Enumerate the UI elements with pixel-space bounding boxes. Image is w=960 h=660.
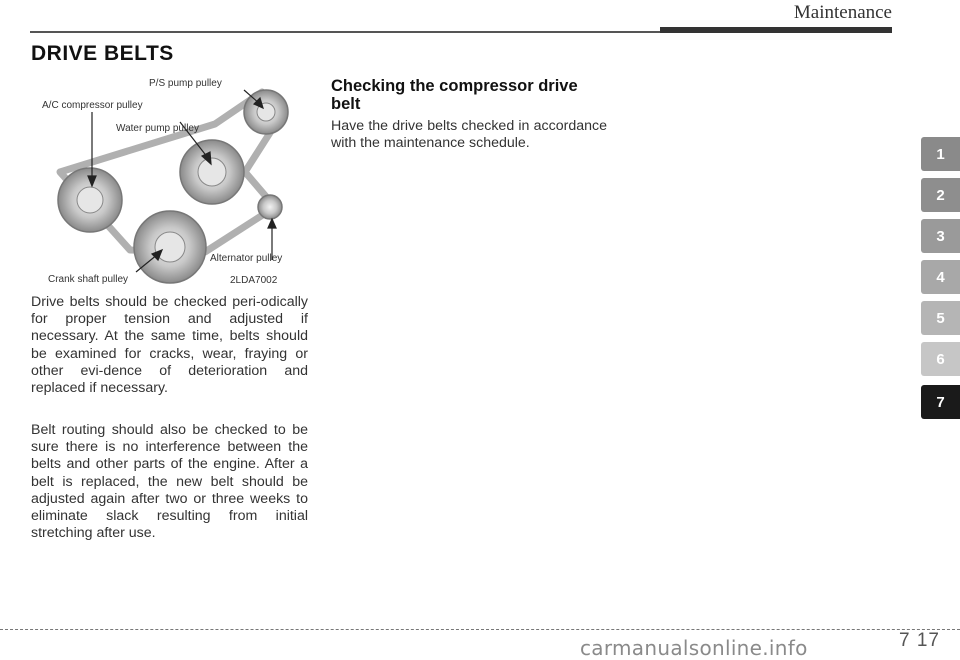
- section-title: DRIVE BELTS: [31, 42, 174, 65]
- water-pump-label: Water pump pulley: [116, 123, 199, 134]
- chapter-tab-3[interactable]: 3: [921, 219, 960, 253]
- subsection-text: Have the drive belts checked in accordance with the maintenance schedule.: [331, 118, 607, 152]
- footer-rule: [0, 629, 960, 630]
- chapter-tab-7-active[interactable]: 7: [921, 385, 960, 419]
- chapter-tab-4[interactable]: 4: [921, 260, 960, 294]
- watermark: carmanualsonline.info: [580, 636, 808, 660]
- crank-shaft-label: Crank shaft pulley: [48, 274, 129, 285]
- chapter-tab-5[interactable]: 5: [921, 301, 960, 335]
- header-title: Maintenance: [793, 2, 892, 23]
- body-paragraph-1: Drive belts should be checked peri-odically for proper tension and adjusted if necessary. At the same time, belts should be examined for cracks, wear, fraying or other evi-dence of deterioration and replaced if necessary.: [31, 294, 308, 397]
- alternator-pulley: [258, 195, 282, 219]
- alternator-label: Alternator pulley: [210, 253, 283, 264]
- subsection-heading: Checking the compressor drive belt: [331, 77, 578, 113]
- chapter-tab-1[interactable]: 1: [921, 137, 960, 171]
- header-accent-bar: [660, 27, 892, 33]
- ac-compressor-label: A/C compressor pulley: [42, 100, 143, 111]
- diagram-code: 2LDA7002: [230, 275, 278, 286]
- ps-pump-label: P/S pump pulley: [149, 78, 222, 89]
- chapter-tab-6[interactable]: 6: [921, 342, 960, 376]
- body-paragraph-2: Belt routing should also be checked to be sure there is no interference between the belts and other parts of the engine. After a belt is replaced, the new belt should be adjusted again after two or three weeks to eliminate slack resulting from initial stretching after use.: [31, 422, 308, 542]
- page-number: 7 17: [899, 630, 940, 651]
- drive-belt-diagram: [30, 72, 314, 290]
- chapter-tab-2[interactable]: 2: [921, 178, 960, 212]
